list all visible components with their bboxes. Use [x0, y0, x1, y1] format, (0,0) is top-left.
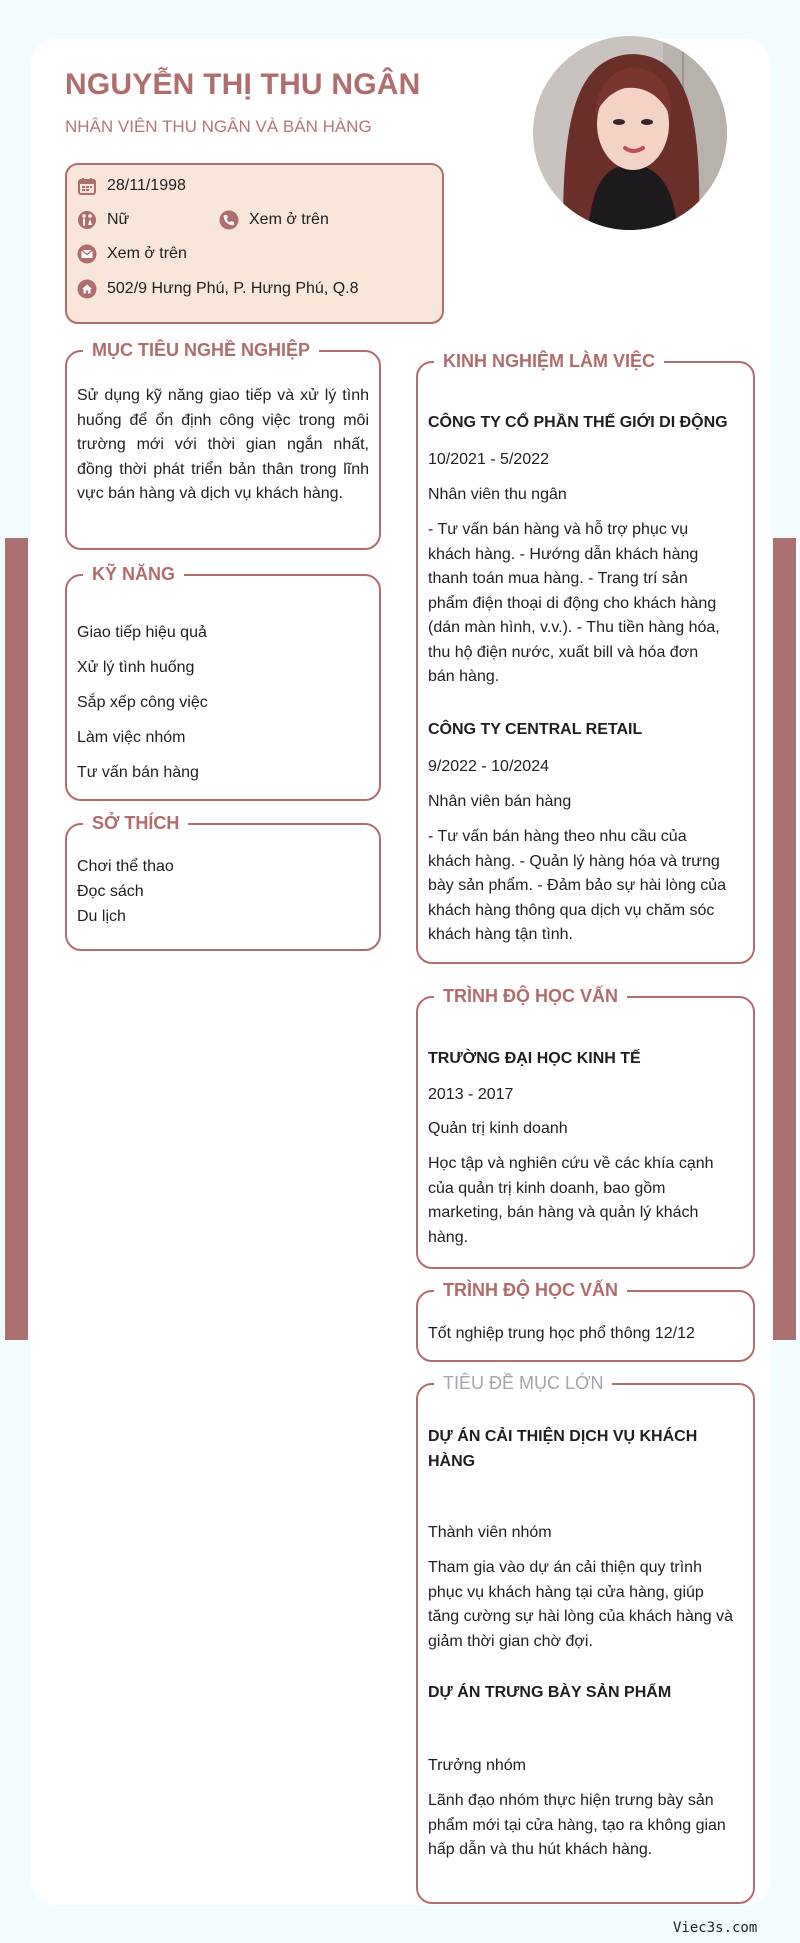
- right-decor-bar: [773, 538, 796, 1340]
- skill-item: Xử lý tình huống: [77, 659, 195, 676]
- project-description: Lãnh đạo nhóm thực hiện trưng bày sản phẩm mới tại cửa hàng, tạo ra không gian hấp dẫn và thu hút khách hàng.: [428, 1792, 726, 1858]
- job-description: - Tư vấn bán hàng theo nhu cầu của khách hàng. - Quản lý hàng hóa và trưng bày sản phẩm. - Đảm bảo sự hài lòng của khách hàng thông qua dịch vụ chăm sóc khách hàng tận tình.: [428, 828, 726, 943]
- candidate-name: NGUYỄN THỊ THU NGÂN: [65, 68, 421, 101]
- job-period: 10/2021 - 5/2022: [428, 451, 549, 468]
- project-name: DỰ ÁN CẢI THIỆN DỊCH VỤ KHÁCH HÀNG: [428, 1428, 698, 1470]
- job-role: Nhân viên thu ngân: [428, 486, 567, 503]
- email-icon: [77, 244, 97, 264]
- info-gender: [77, 210, 129, 230]
- watermark: Viec3s.com: [673, 1920, 758, 1936]
- hobby-item: Du lịch: [77, 908, 126, 925]
- info-address: [77, 279, 359, 299]
- experience-section: [416, 351, 755, 964]
- hobbies-title: SỞ THÍCH: [83, 811, 188, 835]
- projects-section: [416, 1373, 755, 1904]
- education-title: TRÌNH ĐỘ HỌC VẤN: [434, 984, 627, 1008]
- gender-icon: [77, 210, 97, 230]
- education-secondary-title: TRÌNH ĐỘ HỌC VẤN: [434, 1278, 627, 1302]
- job-description: - Tư vấn bán hàng và hỗ trợ phục vụ khách hàng. - Hướng dẫn khách hàng thanh toán mua hàng. - Trang trí sản phẩm điện thoại di động cho khách hàng (dán màn hình, v.v.). - Thu tiền hàng hóa, thu hộ điện nước, xuất bill và hóa đơn bán hàng.: [428, 521, 720, 685]
- info-email: [77, 244, 187, 264]
- skill-item: Làm việc nhóm: [77, 729, 186, 746]
- skills-title: KỸ NĂNG: [83, 562, 184, 586]
- hobby-item: Chơi thể thao: [77, 858, 174, 875]
- info-phone: [219, 210, 329, 230]
- education-secondary-section: [416, 1280, 755, 1362]
- project-name: DỰ ÁN TRƯNG BÀY SẢN PHẨM: [428, 1684, 672, 1701]
- education-major: Quản trị kinh doanh: [428, 1120, 568, 1137]
- education-section: [416, 986, 755, 1269]
- left-decor-bar: [5, 538, 28, 1340]
- job-company: CÔNG TY CENTRAL RETAIL: [428, 721, 643, 738]
- education-period: 2013 - 2017: [428, 1086, 514, 1103]
- hobbies-section: [65, 813, 381, 951]
- experience-title: KINH NGHIỆM LÀM VIỆC: [434, 349, 664, 373]
- projects-title: TIÊU ĐỀ MỤC LỚN: [434, 1371, 612, 1395]
- gender-text: Nữ: [107, 211, 130, 228]
- project-role: Thành viên nhóm: [428, 1524, 552, 1541]
- education-description: Học tập và nghiên cứu về các khía cạnh của quản trị kinh doanh, bao gồm marketing, bán hàng và quản lý khách hàng.: [428, 1155, 714, 1246]
- project-role: Trưởng nhóm: [428, 1757, 526, 1774]
- skill-item: Sắp xếp công việc: [77, 694, 208, 711]
- job-company: CÔNG TY CỔ PHẦN THẾ GIỚI DI ĐỘNG: [428, 414, 728, 431]
- hobby-item: Đọc sách: [77, 883, 144, 900]
- phone-text: Xem ở trên: [249, 211, 329, 228]
- phone-icon: [219, 210, 239, 230]
- skill-item: Tư vấn bán hàng: [77, 764, 199, 781]
- job-period: 9/2022 - 10/2024: [428, 758, 549, 775]
- education-secondary-text: Tốt nghiệp trung học phổ thông 12/12: [428, 1325, 695, 1342]
- info-birthday: [77, 176, 186, 196]
- objective-text: Sử dụng kỹ năng giao tiếp và xử lý tình huống để ổn định công việc trong môi trường mới với thời gian ngắn nhất, đồng thời phát triển bản thân trong lĩnh vực bán hàng và dịch vụ khách hàng.: [77, 387, 369, 502]
- skill-item: Giao tiếp hiệu quả: [77, 624, 207, 641]
- home-icon: [77, 279, 97, 299]
- job-role: Nhân viên bán hàng: [428, 793, 572, 810]
- project-description: Tham gia vào dự án cải thiện quy trình phục vụ khách hàng tại cửa hàng, giúp tăng cường sự hài lòng của khách hàng và giảm thời gian chờ đợi.: [428, 1559, 733, 1650]
- candidate-job-title: NHÂN VIÊN THU NGÂN VÀ BÁN HÀNG: [65, 117, 372, 136]
- education-school: TRƯỜNG ĐẠI HỌC KINH TẾ: [428, 1050, 641, 1067]
- objective-title: MỤC TIÊU NGHỀ NGHIỆP: [83, 338, 319, 362]
- birthday-text: 28/11/1998: [107, 177, 186, 194]
- address-text: 502/9 Hưng Phú, P. Hưng Phú, Q.8: [107, 280, 359, 297]
- avatar: [533, 36, 727, 230]
- skills-section: [65, 564, 381, 801]
- calendar-icon: [77, 176, 97, 196]
- email-text: Xem ở trên: [107, 245, 187, 262]
- objective-section: [65, 340, 381, 550]
